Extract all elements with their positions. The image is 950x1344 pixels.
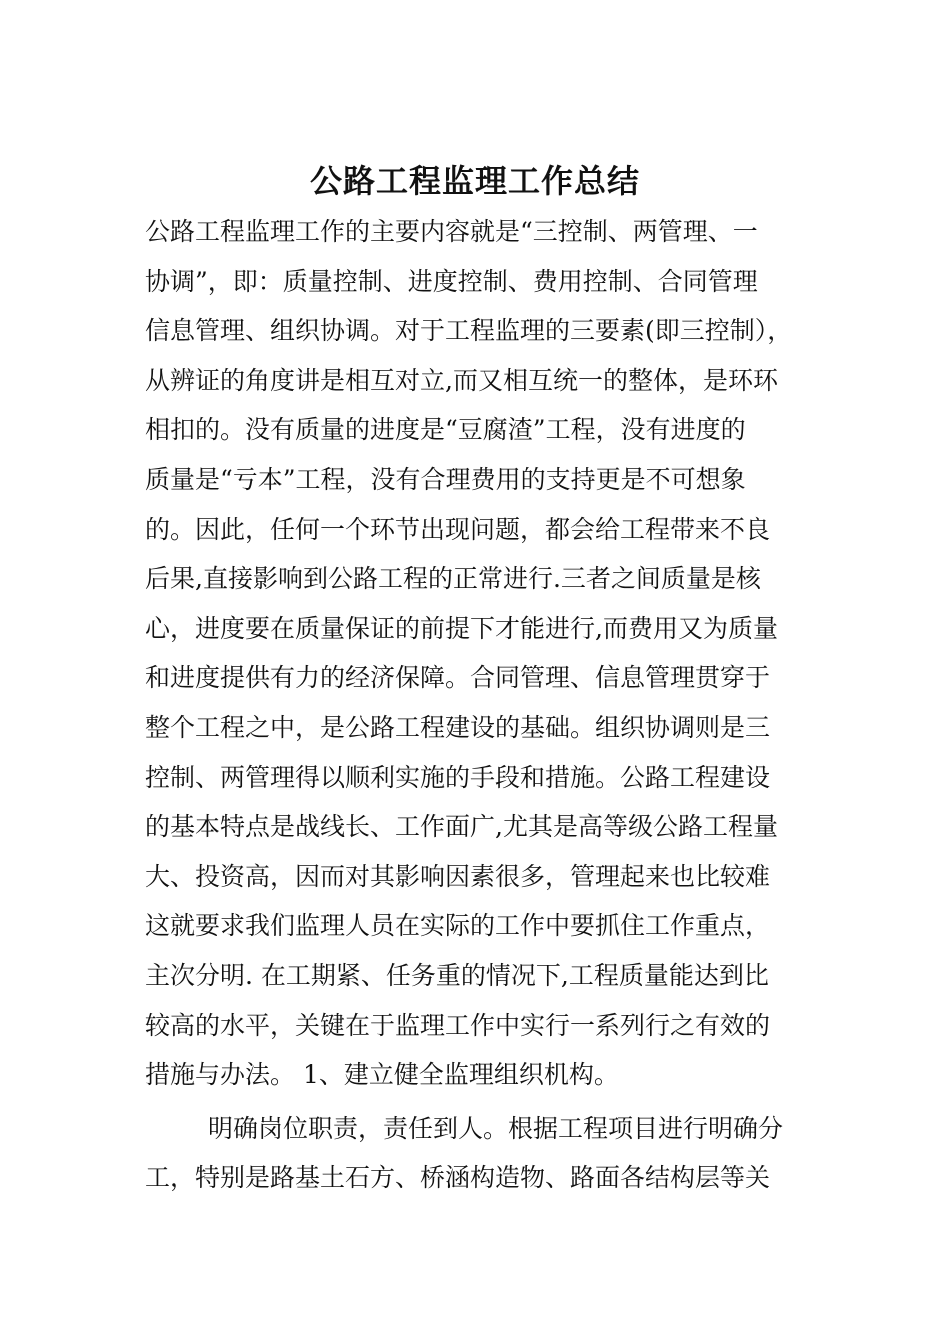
paragraph-line: 心，进度要在质量保证的前提下才能进行,而费用又为质量 bbox=[145, 613, 778, 643]
paragraph-line: 措施与办法。 1、建立健全监理组织机构。 bbox=[145, 1060, 619, 1090]
paragraph-line: 工，特别是路基土石方、桥涵构造物、路面各结构层等关 bbox=[145, 1163, 771, 1193]
paragraph-1 bbox=[145, 207, 845, 1100]
paragraph-line: 质量是“亏本”工程，没有合理费用的支持更是不可想象 bbox=[145, 464, 746, 494]
paragraph-line: 的基本特点是战线长、工作面广,尤其是高等级公路工程量 bbox=[145, 812, 778, 842]
paragraph-line: 的。因此，任何一个环节出现问题，都会给工程带来不良 bbox=[145, 514, 771, 544]
paragraph-line: 从辨证的角度讲是相互对立,而又相互统一的整体，是环环 bbox=[145, 365, 778, 395]
document-body bbox=[145, 207, 845, 1203]
paragraph-line: 相扣的。没有质量的进度是“豆腐渣”工程，没有进度的 bbox=[145, 415, 746, 445]
paragraph-line: 这就要求我们监理人员在实际的工作中要抓住工作重点， bbox=[145, 911, 771, 941]
paragraph-line: 明确岗位职责，责任到人。根据工程项目进行明确分 bbox=[208, 1113, 784, 1143]
paragraph-line: 大、投资高，因而对其影响因素很多，管理起来也比较难 bbox=[145, 861, 771, 891]
paragraph-line: 公路工程监理工作的主要内容就是“三控制、两管理、一 bbox=[145, 217, 758, 246]
paragraph-2 bbox=[145, 1104, 845, 1203]
document-title: 公路工程监理工作总结 bbox=[309, 162, 640, 200]
paragraph-line: 较高的水平，关键在于监理工作中实行一系列行之有效的 bbox=[145, 1010, 771, 1040]
paragraph-line: 主次分明. 在工期紧、任务重的情况下,工程质量能达到比 bbox=[145, 960, 769, 990]
paragraph-line: 和进度提供有力的经济保障。合同管理、信息管理贯穿于 bbox=[145, 663, 771, 693]
paragraph-line: 后果,直接影响到公路工程的正常进行.三者之间质量是核 bbox=[145, 564, 761, 594]
paragraph-line: 整个工程之中，是公路工程建设的基础。组织协调则是三 bbox=[145, 712, 771, 742]
paragraph-line: 协调”，即：质量控制、进度控制、费用控制、合同管理 bbox=[145, 266, 758, 296]
paragraph-line: 控制、两管理得以顺利实施的手段和措施。公路工程建设 bbox=[145, 762, 771, 792]
paragraph-line: 信息管理、组织协调。对于工程监理的三要素(即三控制）， bbox=[145, 316, 793, 346]
